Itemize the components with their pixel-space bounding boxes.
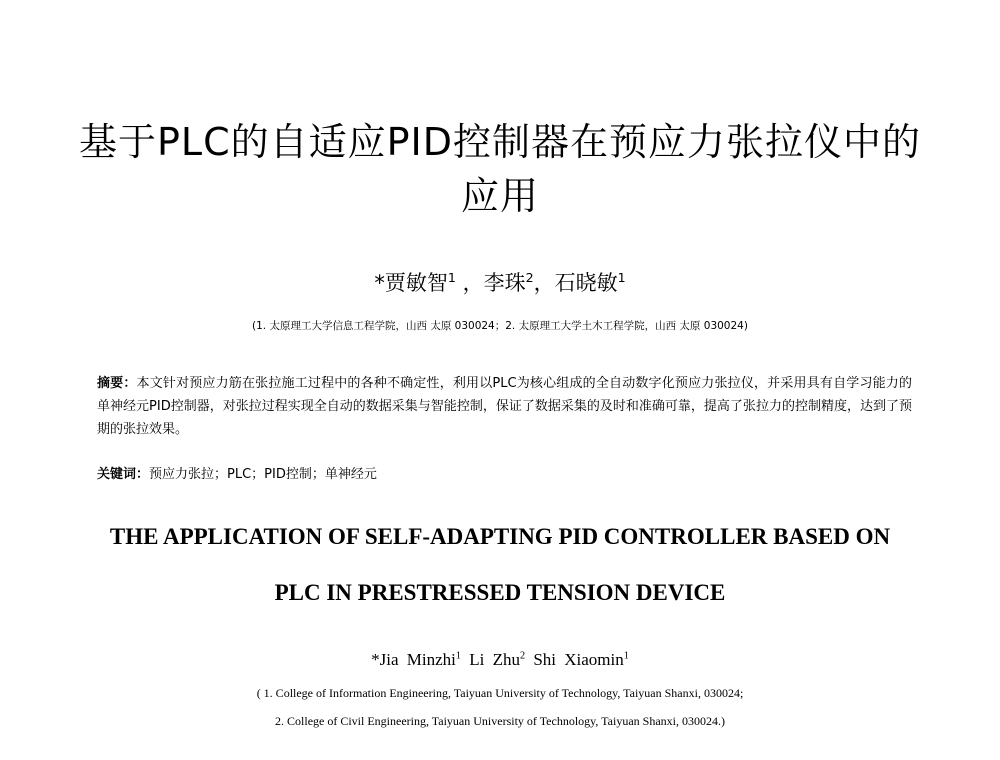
english-authors (0, 649, 1000, 671)
keywords-label: 关键词： (97, 467, 150, 482)
chinese-title (60, 115, 940, 223)
author-2-affil-en: 2 (519, 650, 526, 662)
english-title-line-2: PLC IN PRESTRESSED TENSION DEVICE (274, 580, 726, 605)
author-1-cn: 贾敏智 (384, 271, 448, 295)
corresponding-marker: * (374, 271, 385, 295)
author-1-affil-en: 1 (455, 650, 461, 662)
author-2-cn: 李珠 (483, 271, 526, 295)
author-3-affil-en: 1 (623, 650, 629, 662)
chinese-title-line-1: 基于PLC的自适应PID控制器在预应力张拉仪中的 (78, 120, 921, 164)
chinese-authors: *贾敏智$^1$ ，李珠$^2$，石晓敏$^1$ (374, 270, 626, 295)
english-affiliation-line-2: 2. College of Civil Engineering, Taiyuan University of Technology, Taiyuan Shanxi, 030024.) (275, 714, 725, 728)
author-2-en: Li Zhu (469, 650, 520, 669)
abstract-label: 摘要： (97, 376, 137, 391)
english-title-line-1: THE APPLICATION OF SELF-ADAPTING PID CONTROLLER BASED ON (109, 524, 891, 549)
author-2-affil-cn: 2 (525, 270, 534, 285)
chinese-title-line-2: 应用 (460, 174, 539, 218)
author-3-en: Shi Xiaomin (533, 650, 624, 669)
abstract-text: 本文针对预应力筋在张拉施工过程中的各种不确定性，利用以PLC为核心组成的全自动数字化预应力张拉仪，并采用具有自学习能力的单神经元PID控制器，对张拉过程实现全自动的数据采集与智能控制，保证了数据采集的及时和准确可靠，提高了张拉力的控制精度，达到了预期的张拉效果。 (97, 376, 912, 437)
corresponding-marker-en: * (371, 650, 380, 669)
keywords-text: 预应力张拉；PLC；PID控制；单神经元 (149, 467, 377, 482)
chinese-keywords (97, 464, 912, 486)
author-1-affil-cn: 1 (447, 270, 456, 285)
chinese-affiliation: (1. 太原理工大学信息工程学院，山西 太原 030024；2. 太原理工大学土木工程学院，山西 太原 030024) (252, 320, 748, 332)
author-1-en: Jia Minzhi (379, 650, 456, 669)
chinese-abstract (97, 372, 912, 441)
english-affiliation-line-1: ( 1. College of Information Engineering, Taiyuan University of Technology, Taiyuan Shanxi, 030024; (256, 686, 744, 700)
author-3-affil-cn: 1 (617, 270, 626, 285)
author-3-cn: 石晓敏 (554, 271, 618, 295)
